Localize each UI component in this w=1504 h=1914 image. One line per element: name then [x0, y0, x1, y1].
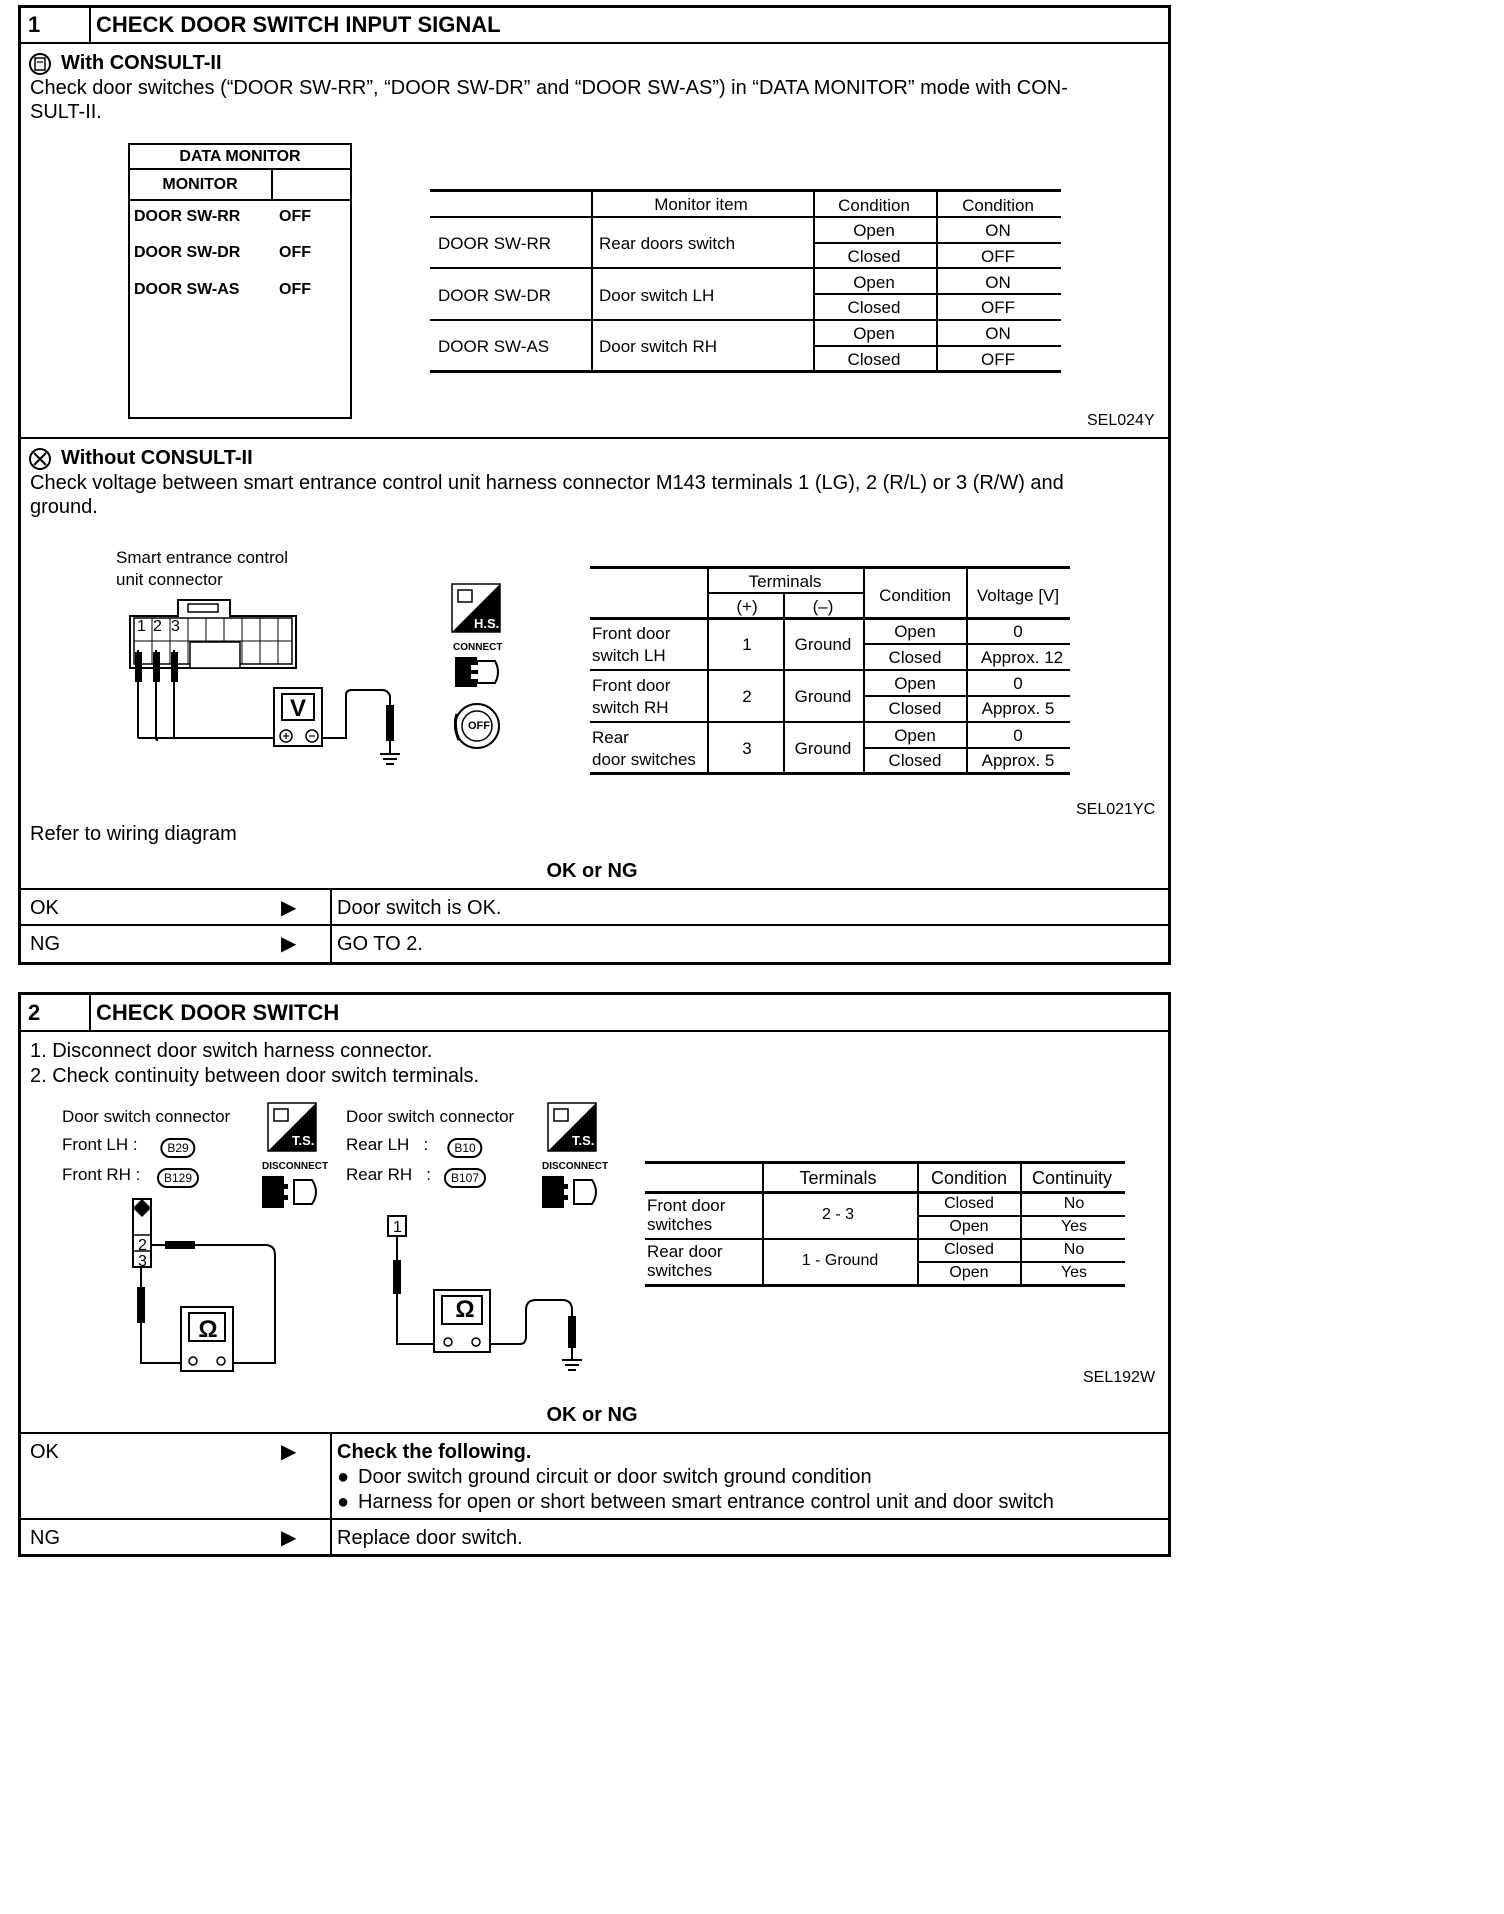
step2-number: 2	[28, 1000, 41, 1025]
mt-cond: Open	[853, 324, 895, 343]
ct-terminals: 2 - 3	[821, 1206, 855, 1223]
dm-row-value: OFF	[279, 244, 311, 261]
vt-header-voltage: Voltage [V]	[976, 586, 1060, 605]
ct-terminals: 1 - Ground	[801, 1252, 879, 1269]
ct-v2	[917, 1162, 919, 1284]
pin-label: 1	[137, 618, 146, 635]
with-consult-text-2: SULT-II.	[30, 101, 102, 123]
figure-code: SEL192W	[1083, 1369, 1156, 1386]
ng-label: NG	[30, 933, 60, 955]
ok-item: Harness for open or short between smart entrance control unit and door switch	[358, 1491, 1054, 1513]
connector-label: Door switch connector	[62, 1107, 231, 1126]
vt-cond: Closed	[888, 648, 942, 667]
ct-header-continuity: Continuity	[1031, 1168, 1113, 1188]
dm-col-divider	[271, 168, 273, 200]
disconnect-icon-label: DISCONNECT	[542, 1161, 609, 1172]
step1-section-divider	[18, 437, 1171, 439]
step1-number: 1	[28, 12, 41, 37]
connect-icon	[451, 653, 505, 693]
dm-row-value: OFF	[279, 281, 311, 298]
vt-volt: 0	[1013, 622, 1023, 641]
arrow-icon: ▶	[281, 897, 297, 919]
mt-v1	[591, 190, 593, 370]
ct-cond: Closed	[944, 1195, 994, 1212]
dm-row-name: DOOR SW-AS	[134, 281, 240, 298]
ct-v1	[762, 1162, 764, 1284]
vt-volt: 0	[1013, 674, 1023, 693]
ohmmeter-symbol: Ω	[198, 1316, 218, 1343]
mt-v2	[813, 190, 815, 370]
mt-top	[430, 189, 1061, 192]
rear-switch-continuity-diagram	[380, 1210, 600, 1380]
pin-label: 1	[393, 1219, 402, 1236]
ng-result: Replace door switch.	[337, 1527, 523, 1549]
pin-label: 2	[153, 618, 162, 635]
ok-ng-label: OK or NG	[546, 860, 638, 882]
without-consult-text-1: Check voltage between smart entrance control unit harness connector M143 terminals 1 (LG), 2 (R/L) or 3 (R/W) and	[30, 472, 1064, 494]
mt-row-1	[430, 267, 1061, 269]
vt-name: Front door	[592, 676, 671, 695]
vt-header-plus: (+)	[736, 597, 758, 616]
mt-header: Condition	[838, 196, 910, 215]
connector-code: B107	[444, 1168, 486, 1188]
ct-cont: Yes	[1060, 1218, 1088, 1235]
connector-code: B29	[160, 1138, 195, 1158]
mt-cond: Closed	[847, 247, 901, 266]
mt-item: DOOR SW-DR	[438, 286, 552, 305]
vt-minus: Ground	[794, 635, 852, 654]
dm-divider-2	[128, 199, 352, 201]
mt-state: OFF	[981, 298, 1015, 317]
vt-terminals-divider	[707, 592, 863, 594]
ts-icon-label: T.S.	[572, 1133, 595, 1148]
arrow-icon: ▶	[281, 933, 297, 955]
step2-result-top	[18, 1432, 1171, 1434]
step1-number-divider	[89, 5, 91, 43]
step2-result-mid	[18, 1518, 1171, 1520]
vt-minus: Ground	[794, 687, 852, 706]
step1-result-top	[18, 888, 1171, 890]
vt-volt: Approx. 12	[980, 648, 1064, 667]
vt-row-1	[590, 669, 1070, 671]
mt-desc: Rear doors switch	[599, 234, 736, 253]
mt-item: DOOR SW-AS	[438, 337, 550, 356]
dm-row-name: DOOR SW-DR	[134, 244, 241, 261]
pin-label: 3	[171, 618, 180, 635]
connector-code: B129	[157, 1168, 199, 1188]
voltmeter-symbol: V	[289, 695, 307, 722]
vt-volt: Approx. 5	[981, 751, 1055, 770]
step1-title: CHECK DOOR SWITCH INPUT SIGNAL	[96, 12, 501, 37]
step2-title: CHECK DOOR SWITCH	[96, 1000, 340, 1025]
mt-cond: Open	[853, 221, 895, 240]
dm-header: MONITOR	[162, 176, 238, 193]
mt-state: ON	[985, 273, 1011, 292]
front-switch-continuity-diagram	[125, 1195, 295, 1385]
vt-top	[590, 566, 1070, 569]
ok-label: OK	[30, 1441, 59, 1463]
vt-plus: 1	[742, 635, 752, 654]
connector-code: B10	[447, 1138, 482, 1158]
ct-cond: Open	[949, 1218, 989, 1235]
vt-cond: Open	[894, 622, 936, 641]
connector-line-label: Front LH :	[62, 1135, 138, 1154]
ct-row-1	[645, 1238, 1125, 1240]
vt-head-bottom	[590, 617, 1070, 620]
vt-cond: Open	[894, 674, 936, 693]
connector-label: Smart entrance control	[116, 548, 288, 567]
dm-title: DATA MONITOR	[179, 148, 301, 165]
mt-item: DOOR SW-RR	[438, 234, 552, 253]
consult-icon	[28, 52, 54, 78]
ct-cont: Yes	[1060, 1264, 1088, 1281]
ct-header-terminals: Terminals	[799, 1168, 877, 1188]
vt-v2	[783, 593, 785, 772]
mt-state: ON	[985, 221, 1011, 240]
step1-header-divider	[18, 42, 1171, 44]
ct-name: Front door	[647, 1196, 726, 1215]
connector-line-label: Rear LH :	[346, 1135, 429, 1154]
mt-v3	[936, 190, 938, 370]
dm-row-value: OFF	[279, 208, 311, 225]
mt-cond: Closed	[847, 350, 901, 369]
refer-wiring-link[interactable]: Refer to wiring diagram	[30, 823, 237, 845]
connector-line-label: Front RH :	[62, 1165, 141, 1184]
ct-cond: Closed	[944, 1241, 994, 1258]
mt-state: OFF	[981, 350, 1015, 369]
vt-name: switch LH	[592, 646, 666, 665]
pin-label: 2	[138, 1237, 147, 1254]
ct-name: switches	[647, 1261, 713, 1280]
vt-bottom	[590, 772, 1070, 775]
mt-cond: Open	[853, 273, 895, 292]
step2-result-divider	[330, 1432, 332, 1556]
vt-v4	[966, 567, 968, 772]
ct-name: Rear door	[647, 1242, 723, 1261]
vt-header-minus: (–)	[812, 597, 834, 616]
arrow-icon: ▶	[281, 1441, 297, 1463]
mt-cond: Closed	[847, 298, 901, 317]
pin-label: 3	[138, 1253, 147, 1270]
ok-title: Check the following.	[337, 1441, 532, 1463]
mt-head-bottom	[430, 216, 1061, 218]
vt-v1	[707, 567, 709, 772]
ct-name: switches	[647, 1215, 713, 1234]
disconnect-icon-label: DISCONNECT	[262, 1161, 329, 1172]
ok-ng-label: OK or NG	[546, 1404, 638, 1426]
vt-cond: Closed	[888, 751, 942, 770]
connector-label: unit connector	[116, 570, 223, 589]
mt-desc: Door switch RH	[599, 337, 718, 356]
step2-header-divider	[18, 1030, 1171, 1032]
ct-top	[645, 1161, 1125, 1164]
ct-header-condition: Condition	[930, 1168, 1008, 1188]
ct-cont: No	[1063, 1195, 1085, 1212]
vt-plus: 2	[742, 687, 752, 706]
hs-icon-label: H.S.	[474, 616, 500, 631]
vt-header-condition: Condition	[879, 586, 951, 605]
ok-result: Door switch is OK.	[337, 897, 502, 919]
ct-head-bottom	[645, 1191, 1125, 1194]
mt-header: Monitor item	[654, 195, 748, 214]
vt-cond: Open	[894, 726, 936, 745]
bullet-icon: ●	[337, 1491, 350, 1513]
connect-icon-label: CONNECT	[453, 642, 503, 653]
step1-result-mid	[18, 924, 1171, 926]
without-consult-heading: Without CONSULT-II	[61, 447, 253, 469]
vt-cond: Closed	[888, 699, 942, 718]
step2-number-divider	[89, 992, 91, 1030]
instruction-2: 2. Check continuity between door switch terminals.	[30, 1065, 480, 1087]
vt-v3	[863, 567, 865, 772]
without-consult-text-2: ground.	[30, 496, 98, 518]
mt-desc: Door switch LH	[599, 286, 715, 305]
ok-label: OK	[30, 897, 59, 919]
vt-name: door switches	[592, 750, 696, 769]
figure-code: SEL021YC	[1076, 801, 1156, 818]
vt-name: Front door	[592, 624, 671, 643]
ok-item: Door switch ground circuit or door switch ground condition	[358, 1466, 872, 1488]
vt-volt: Approx. 5	[981, 699, 1055, 718]
ct-cont: No	[1063, 1241, 1085, 1258]
dm-divider-1	[128, 168, 352, 170]
ohmmeter-symbol: Ω	[455, 1296, 475, 1323]
vt-row-2	[590, 721, 1070, 723]
vt-volt: 0	[1013, 726, 1023, 745]
mt-state: OFF	[981, 247, 1015, 266]
connector-label: Door switch connector	[346, 1107, 515, 1126]
ng-result[interactable]: GO TO 2.	[337, 933, 423, 955]
mt-bottom	[430, 370, 1061, 373]
ng-label: NG	[30, 1527, 60, 1549]
vt-minus: Ground	[794, 739, 852, 758]
step1-result-divider	[330, 888, 332, 963]
with-consult-heading: With CONSULT-II	[61, 52, 222, 74]
figure-code: SEL024Y	[1087, 412, 1155, 429]
instruction-1: 1. Disconnect door switch harness connector.	[30, 1040, 433, 1062]
ct-bottom	[645, 1284, 1125, 1287]
vt-plus: 3	[742, 739, 752, 758]
with-consult-text-1: Check door switches (“DOOR SW-RR”, “DOOR SW-DR” and “DOOR SW-AS”) in “DATA MONITOR” mode with CON-	[30, 77, 1068, 99]
bullet-icon: ●	[337, 1466, 350, 1488]
mt-row-2	[430, 319, 1061, 321]
off-icon-label: OFF	[468, 720, 490, 732]
connector-line-label: Rear RH :	[346, 1165, 432, 1184]
mt-state: ON	[985, 324, 1011, 343]
dm-row-name: DOOR SW-RR	[134, 208, 241, 225]
ct-cond: Open	[949, 1264, 989, 1281]
vt-name: Rear	[592, 728, 629, 747]
no-consult-icon	[28, 447, 54, 473]
mt-header: Condition	[962, 196, 1034, 215]
vt-name: switch RH	[592, 698, 669, 717]
arrow-icon: ▶	[281, 1527, 297, 1549]
ct-v3	[1020, 1162, 1022, 1284]
ts-icon-label: T.S.	[292, 1133, 315, 1148]
vt-header-terminals: Terminals	[748, 572, 822, 591]
